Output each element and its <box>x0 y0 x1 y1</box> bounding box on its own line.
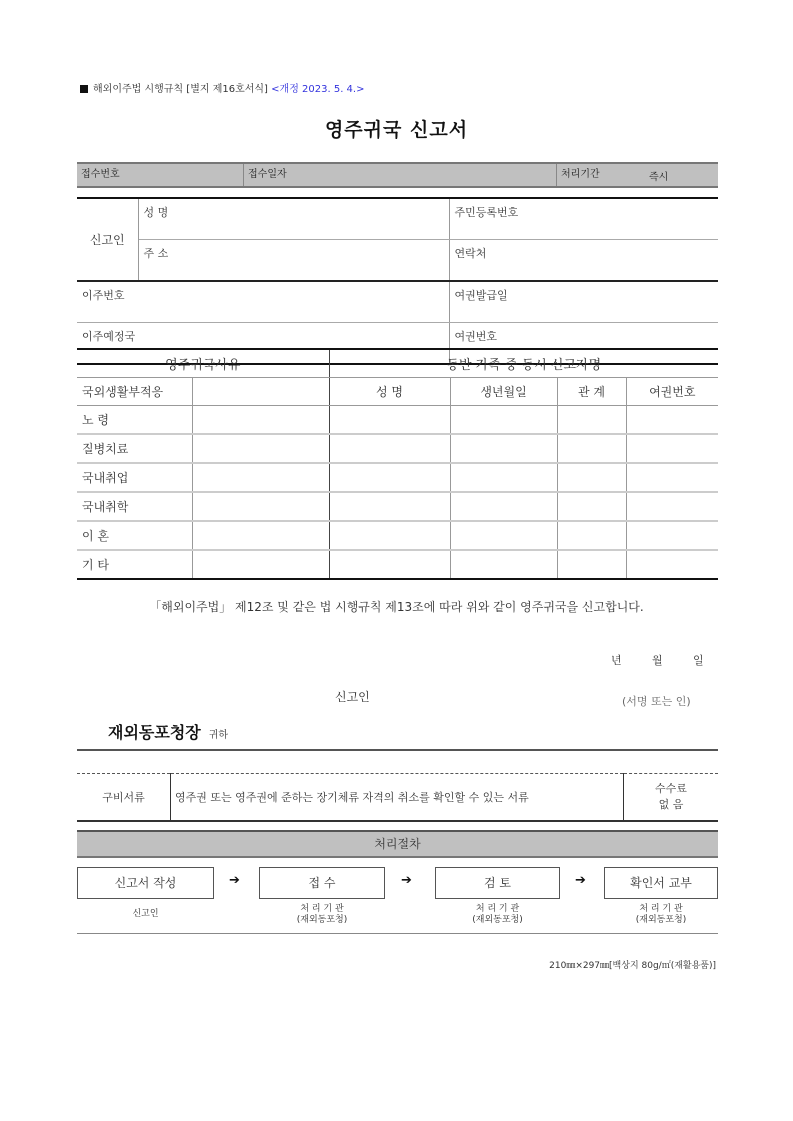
reasons-table <box>77 348 718 580</box>
reason-item: 질병치료 <box>77 434 192 463</box>
date-month-label[interactable]: 월 <box>652 654 663 667</box>
signer-label: 신고인 <box>335 690 370 704</box>
actor-label: 처 리 기 관 <box>475 904 520 914</box>
family-passport-cell[interactable] <box>626 550 718 579</box>
family-passport-cell[interactable] <box>626 492 718 521</box>
family-column-header: 관 계 <box>557 378 626 406</box>
reason-check-cell[interactable] <box>192 406 329 435</box>
procedure-step-actor: 신고인 <box>132 909 159 919</box>
family-name-cell[interactable] <box>329 406 450 435</box>
receipt-date-field[interactable]: 접수일자 <box>248 169 287 180</box>
signature-field[interactable]: (서명 또는 인) <box>622 695 691 708</box>
page-title: 영주귀국 신고서 <box>324 119 469 141</box>
procedure-step-box: 신고서 작성 <box>77 867 214 899</box>
family-column-header: 성 명 <box>329 378 450 406</box>
family-birth-cell[interactable] <box>450 550 557 579</box>
divider <box>77 933 718 934</box>
address-field[interactable]: 주 소 <box>138 240 449 282</box>
required-documents-table <box>77 773 718 822</box>
divider <box>77 749 718 751</box>
table-row <box>77 521 718 550</box>
right-arrow-icon: ➔ <box>401 873 412 888</box>
table-row <box>77 463 718 492</box>
reason-item: 기 타 <box>77 550 192 579</box>
actor-org: (재외동포청) <box>296 915 348 925</box>
family-relation-cell[interactable] <box>557 406 626 435</box>
recipient-suffix: 귀하 <box>208 730 229 741</box>
family-birth-cell[interactable] <box>450 434 557 463</box>
procedure-step-box: 접 수 <box>259 867 385 899</box>
table-row <box>77 434 718 463</box>
actor-label: 처 리 기 관 <box>300 904 344 914</box>
fee-cell <box>624 774 719 822</box>
applicant-table <box>77 197 718 365</box>
family-name-cell[interactable] <box>329 434 450 463</box>
family-birth-cell[interactable] <box>450 463 557 492</box>
emigration-number-field[interactable]: 이주번호 <box>77 281 449 323</box>
declaration-statement: 「해외이주법」 제12조 및 같은 법 시행규칙 제13조에 따라 위와 같이 영주귀국을 신고합니다. <box>149 600 644 614</box>
table-row <box>77 550 718 579</box>
family-name-cell[interactable] <box>329 492 450 521</box>
required-documents-content: 영주권 또는 영주권에 준하는 장기체류 자격의 취소를 확인할 수 있는 서류 <box>175 791 529 804</box>
procedure-step-box: 검 토 <box>435 867 560 899</box>
family-name-cell[interactable] <box>329 550 450 579</box>
date-year-label[interactable]: 년 <box>611 654 622 667</box>
reason-check-cell[interactable] <box>192 463 329 492</box>
family-relation-cell[interactable] <box>557 492 626 521</box>
table-row <box>77 406 718 435</box>
family-header: 동반 가족 중 동시 신고자명 <box>329 349 718 378</box>
reason-check-cell[interactable] <box>192 550 329 579</box>
family-relation-cell[interactable] <box>557 521 626 550</box>
reason-item: 노 령 <box>77 406 192 435</box>
family-relation-cell[interactable] <box>557 550 626 579</box>
revision-label: <개정 2023. 5. 4.> <box>271 84 365 95</box>
table-row <box>77 492 718 521</box>
procedure-title: 처리절차 <box>77 830 718 858</box>
reason-check-cell[interactable] <box>192 492 329 521</box>
date-day-label[interactable]: 일 <box>693 654 704 667</box>
contact-field[interactable]: 연락처 <box>449 240 718 282</box>
right-arrow-icon: ➔ <box>229 873 240 888</box>
family-relation-cell[interactable] <box>557 434 626 463</box>
reason-check-cell[interactable] <box>192 521 329 550</box>
reason-check-cell[interactable] <box>192 434 329 463</box>
receipt-number-field[interactable]: 접수번호 <box>81 169 120 180</box>
applicant-section-label: 신고인 <box>77 198 138 281</box>
resident-number-field[interactable]: 주민등록번호 <box>449 198 718 240</box>
reason-item: 국내취학 <box>77 492 192 521</box>
reason-check-cell[interactable] <box>192 378 329 406</box>
passport-issue-date-field[interactable]: 여권발급일 <box>449 281 718 323</box>
square-bullet-icon <box>80 85 88 93</box>
procedure-step-actor <box>259 904 385 926</box>
receipt-bar <box>77 162 718 188</box>
family-birth-cell[interactable] <box>450 492 557 521</box>
fee-value: 없 음 <box>658 798 684 811</box>
recipient-name: 재외동포청장 <box>108 723 201 742</box>
procedure-step-actor <box>435 904 560 926</box>
destination-country-field[interactable]: 이주예정국 <box>77 323 449 365</box>
reasons-header: 영주귀국사유 <box>77 349 329 378</box>
procedure-step-actor <box>604 904 718 926</box>
family-name-cell[interactable] <box>329 521 450 550</box>
processing-period-label: 처리기간 <box>561 169 600 180</box>
procedure-step-box: 확인서 교부 <box>604 867 718 899</box>
family-column-header: 생년월일 <box>450 378 557 406</box>
actor-org: (재외동포청) <box>635 915 687 925</box>
reason-item: 이 혼 <box>77 521 192 550</box>
recipient <box>108 720 228 743</box>
family-birth-cell[interactable] <box>450 521 557 550</box>
right-arrow-icon: ➔ <box>575 873 586 888</box>
family-passport-cell[interactable] <box>626 521 718 550</box>
form-header <box>80 80 364 95</box>
actor-org: (재외동포청) <box>472 915 523 925</box>
fee-label: 수수료 <box>655 782 687 795</box>
processing-period-value: 즉시 <box>649 172 669 183</box>
family-relation-cell[interactable] <box>557 463 626 492</box>
family-column-header: 여권번호 <box>626 378 718 406</box>
passport-number-field[interactable]: 여권번호 <box>454 330 498 343</box>
family-passport-cell[interactable] <box>626 434 718 463</box>
family-name-cell[interactable] <box>329 463 450 492</box>
name-field[interactable]: 성 명 <box>138 198 449 240</box>
family-passport-cell[interactable] <box>626 406 718 435</box>
reason-item: 국내취업 <box>77 463 192 492</box>
paper-spec: 210㎜×297㎜[백상지 80g/㎡(재활용품)] <box>549 961 716 971</box>
required-documents-label: 구비서류 <box>77 774 171 822</box>
family-birth-cell[interactable] <box>450 406 557 435</box>
family-passport-cell[interactable] <box>626 463 718 492</box>
actor-label: 처 리 기 관 <box>639 904 683 914</box>
reason-item: 국외생활부적응 <box>77 378 192 406</box>
law-form-label: 해외이주법 시행규칙 [별지 제16호서식] <box>93 84 268 95</box>
